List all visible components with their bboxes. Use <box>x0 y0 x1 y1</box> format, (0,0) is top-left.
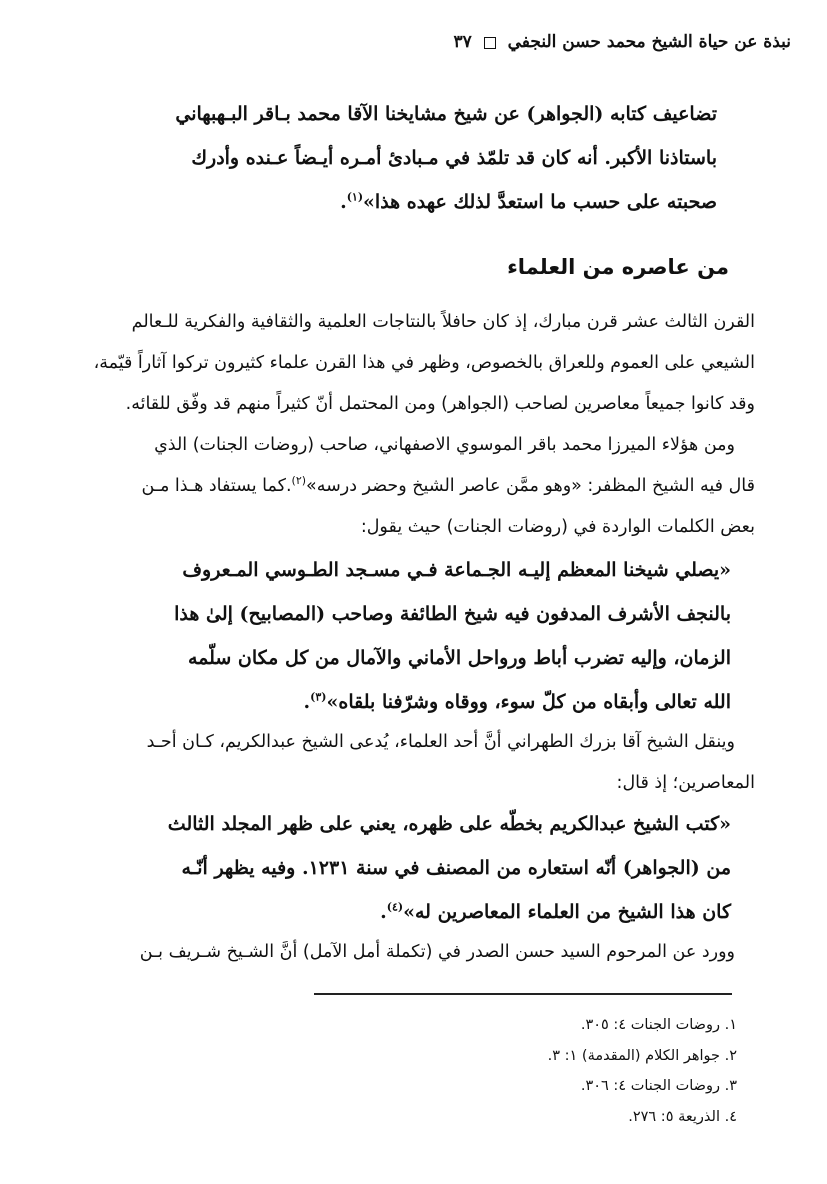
footnote-ref: (١) <box>346 190 364 204</box>
body-paragraph <box>86 932 755 973</box>
text-line: «كتب الشيخ عبدالكريم بخطّه على ظهره، يعني على ظهر المجلد الثالث <box>167 813 731 835</box>
section-heading: من عاصره من العلماء <box>507 255 729 279</box>
text-segment: .كما يستفاد هـذا مـن <box>141 476 292 496</box>
text-segment: قال فيه الشيخ المظفر: «وهو ممَّن عاصر الشيخ وحضر درسه» <box>306 476 755 496</box>
header-separator-square <box>484 37 496 49</box>
text-line: الشيعي على العموم وللعراق بالخصوص، وظهر في هذا القرن علماء كثيرون تركوا آثاراً قيّمة، <box>93 353 755 373</box>
block-quote <box>86 802 731 934</box>
footnote-ref: (٣) <box>310 690 327 704</box>
body-paragraph <box>86 722 755 804</box>
text-line: بالنجف الأشرف المدفون فيه شيخ الطائفة وصاحب (المصابيح) إلىٰ هذا <box>174 603 731 625</box>
text-line: بعض الكلمات الواردة في (روضات الجنات) حيث يقول: <box>360 517 755 537</box>
block-quote <box>86 548 731 724</box>
running-header <box>36 30 791 54</box>
footnote-item: ١. روضات الجنات ٤: ٣٠٥. <box>580 1017 737 1033</box>
text-line: وينقل الشيخ آقا بزرك الطهراني أنَّ أحد العلماء، يُدعى الشيخ عبدالكريم، كـان أحـد <box>146 732 735 752</box>
page-number: ٣٧ <box>453 32 472 52</box>
body-paragraph <box>86 302 755 548</box>
footnotes <box>548 1010 737 1132</box>
text-line: من (الجواهر) أنّه استعاره من المصنف في سنة ١٢٣١. وفيه يظهر أنّـه <box>181 857 731 879</box>
opening-quote <box>90 92 717 224</box>
text-line: القرن الثالث عشر قرن مبارك، إذ كان حافلاً بالنتاجات العلمية والثقافية والفكرية للـعالم <box>131 312 755 332</box>
text-line: الله تعالى وأبقاه من كلّ سوء، ووقاه وشرّفنا بلقاه»$^{(٣)}$. <box>303 690 731 713</box>
text-line: باستاذنا الأكبر. أنه كان قد تلمّذ في مـبادئ أمـره أيـضاً عـنده وأدرك <box>191 147 717 169</box>
footnote-item: ٢. جواهر الكلام (المقدمة) ١: ٣. <box>547 1047 737 1064</box>
quote-text: الله تعالى وأبقاه من كلّ سوء، ووقاه وشرّفنا بلقاه» <box>326 691 731 713</box>
text-line: كان هذا الشيخ من العلماء المعاصرين له»$^{(٤)}$. <box>380 900 731 923</box>
footnote-ref: (٢) <box>291 474 307 488</box>
text-line: «يصلي شيخنا المعظم إليـه الجـماعة فـي مسـجد الطـوسي المـعروف <box>182 559 731 581</box>
footnote-item: ٤. الذريعة ٥: ٢٧٦. <box>628 1108 737 1125</box>
header-title: نبذة عن حياة الشيخ محمد حسن النجفي <box>507 32 791 52</box>
footnote-divider <box>314 993 732 995</box>
text-line <box>86 466 755 507</box>
quote-text: كان هذا الشيخ من العلماء المعاصرين له» <box>403 901 731 923</box>
footnote-ref: (٤) <box>386 900 404 914</box>
quote-text: صحبته على حسب ما استعدَّ لذلك عهده هذا» <box>363 191 717 213</box>
text-line: وورد عن المرحوم السيد حسن الصدر في (تكملة أمل الآمل) أنَّ الشـيخ شـريف بـن <box>139 942 735 962</box>
text-line: صحبته على حسب ما استعدَّ لذلك عهده هذا»$^{(١)}$. <box>340 190 717 213</box>
text-line: الزمان، وإليه تضرب أباط ورواحل الأماني والآمال من كل مكان سلّمه <box>187 647 731 669</box>
text-line: تضاعيف كتابه (الجواهر) عن شيخ مشايخنا الآقا محمد بـاقر البـهبهاني <box>175 103 717 125</box>
text-line: المعاصرين؛ إذ قال: <box>616 773 755 793</box>
text-line: ومن هؤلاء الميرزا محمد باقر الموسوي الاصفهاني، صاحب (روضات الجنات) الذي <box>154 435 735 455</box>
text-line: وقد كانوا جميعاً معاصرين لصاحب (الجواهر) ومن المحتمل أنّ كثيراً منهم قد وفّق للقائه. <box>125 394 755 414</box>
footnote-item: ٣. روضات الجنات ٤: ٣٠٦. <box>580 1078 737 1094</box>
